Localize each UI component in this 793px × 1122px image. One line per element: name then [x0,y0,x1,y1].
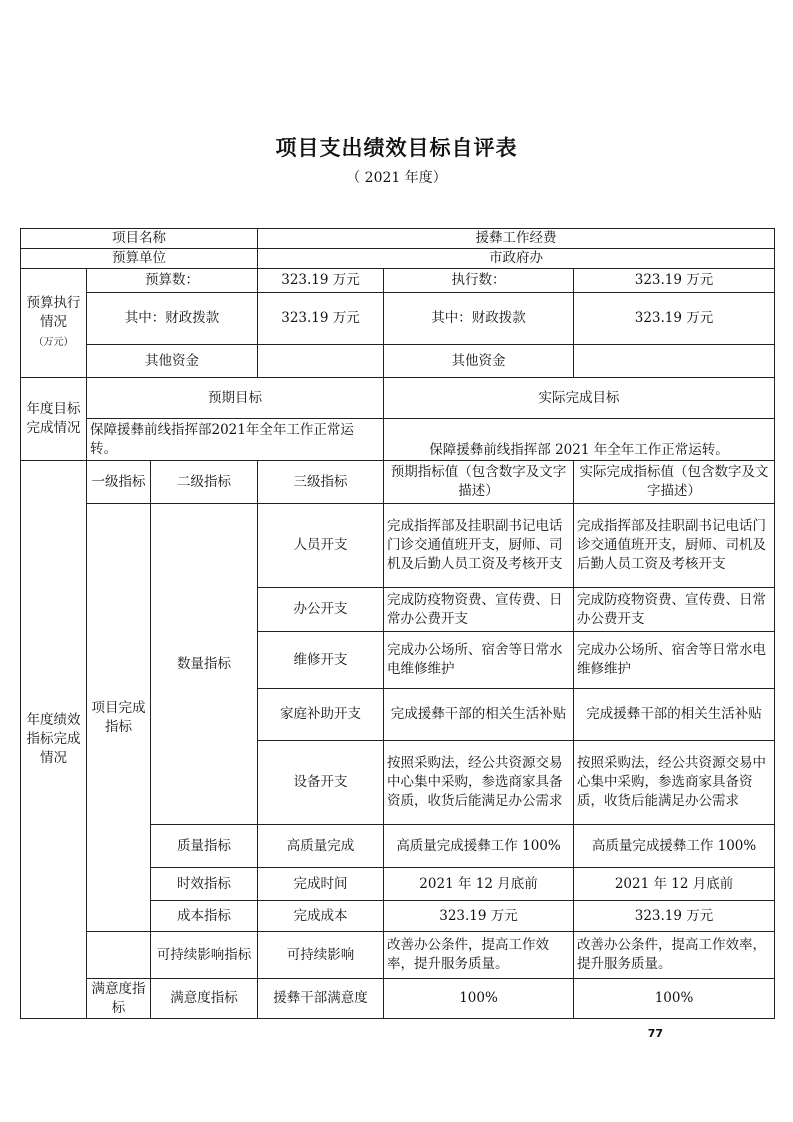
quality-expected: 高质量完成援彝工作 100% [384,825,574,868]
budget-unit-label: 预算单位 [21,249,258,269]
sustain-l1 [87,932,151,979]
expected-maintenance: 完成办公场所、宿舍等日常水电维修维护 [384,632,574,689]
header-level2: 二级指标 [151,461,258,504]
other-funds-value-exec [574,345,775,378]
output-indicator-label: 项目完成指标 [87,504,151,932]
satisfaction-l2: 满意度指标 [151,979,258,1019]
fiscal-label-budget: 其中：财政拨款 [87,293,258,345]
cost-expected: 323.19 万元 [384,901,574,932]
other-funds-label-exec: 其他资金 [384,345,574,378]
budget-exec-label [21,269,87,378]
actual-maintenance: 完成办公场所、宿舍等日常水电维修维护 [574,632,775,689]
cost-actual: 323.19 万元 [574,901,775,932]
actual-family-subsidy: 完成援彝干部的相关生活补贴 [574,689,775,741]
quantity-indicator-label: 数量指标 [151,504,258,825]
expected-goal-label: 预期目标 [87,378,384,419]
page-number: 77 [647,1027,663,1040]
sustain-l3: 可持续影响 [258,932,384,979]
header-expected: 预期指标值（包含数字及文字描述） [384,461,574,504]
expected-personnel: 完成指挥部及挂职副书记电话门诊交通值班开支，厨师、司机及后勤人员工资及考核开支 [384,504,574,588]
timeliness-l2: 时效指标 [151,868,258,901]
budget-unit-value: 市政府办 [258,249,775,269]
exec-amount-value: 323.19 万元 [574,269,775,293]
fiscal-label-exec: 其中：财政拨款 [384,293,574,345]
actual-equipment: 按照采购法，经公共资源交易中心集中采购，参选商家具备资质，收货后能满足办公需求 [574,741,775,825]
expected-equipment: 按照采购法，经公共资源交易中心集中采购，参选商家具备资质，收货后能满足办公需求 [384,741,574,825]
timeliness-expected: 2021 年 12 月底前 [384,868,574,901]
l3-office: 办公开支 [258,588,384,632]
page-subtitle: （ 2021 年度） [346,170,447,186]
other-funds-value-budget [258,345,384,378]
expected-goal-text: 保障援彝前线指挥部2021年全年工作正常运转。 [87,419,384,461]
actual-personnel: 完成指挥部及挂职副书记电话门诊交通值班开支，厨师、司机及后勤人员工资及考核开支 [574,504,775,588]
satisfaction-expected: 100% [384,979,574,1019]
header-level1: 一级指标 [87,461,151,504]
perf-label: 年度绩效指标完成情况 [21,461,87,1019]
quality-l2: 质量指标 [151,825,258,868]
expected-office: 完成防疫物资费、宣传费、日常办公费开支 [384,588,574,632]
cost-l2: 成本指标 [151,901,258,932]
budget-amount-value: 323.19 万元 [258,269,384,293]
fiscal-value-budget: 323.19 万元 [258,293,384,345]
budget-exec-text: 预算执行情况 [26,295,81,330]
sustain-expected: 改善办公条件，提高工作效率，提升服务质量。 [384,932,574,979]
actual-goal-text: 保障援彝前线指挥部 2021 年全年工作正常运转。 [384,419,775,461]
l3-family-subsidy: 家庭补助开支 [258,689,384,741]
l3-equipment: 设备开支 [258,741,384,825]
sustain-l2: 可持续影响指标 [151,932,258,979]
quality-actual: 高质量完成援彝工作 100% [574,825,775,868]
exec-amount-label: 执行数： [384,269,574,293]
self-evaluation-table [20,228,775,1019]
satisfaction-l3: 援彝干部满意度 [258,979,384,1019]
header-level3: 三级指标 [258,461,384,504]
budget-amount-label: 预算数： [87,269,258,293]
project-name-value: 援彝工作经费 [258,229,775,249]
actual-office: 完成防疫物资费、宣传费、日常办公费开支 [574,588,775,632]
annual-goal-label: 年度目标完成情况 [21,378,87,461]
quality-l3: 高质量完成 [258,825,384,868]
project-name-label: 项目名称 [21,229,258,249]
sustain-actual: 改善办公条件，提高工作效率，提升服务质量。 [574,932,775,979]
page-title: 项目支出绩效目标自评表 [275,136,518,160]
expected-family-subsidy: 完成援彝干部的相关生活补贴 [384,689,574,741]
fiscal-value-exec: 323.19 万元 [574,293,775,345]
timeliness-actual: 2021 年 12 月底前 [574,868,775,901]
actual-goal-label: 实际完成目标 [384,378,775,419]
l3-maintenance: 维修开支 [258,632,384,689]
other-funds-label-budget: 其他资金 [87,345,258,378]
header-actual: 实际完成指标值（包含数字及文字描述） [574,461,775,504]
satisfaction-actual: 100% [574,979,775,1019]
l3-personnel: 人员开支 [258,504,384,588]
budget-exec-unit: （万元） [33,337,74,348]
satisfaction-l1: 满意度指标 [87,979,151,1019]
timeliness-l3: 完成时间 [258,868,384,901]
cost-l3: 完成成本 [258,901,384,932]
